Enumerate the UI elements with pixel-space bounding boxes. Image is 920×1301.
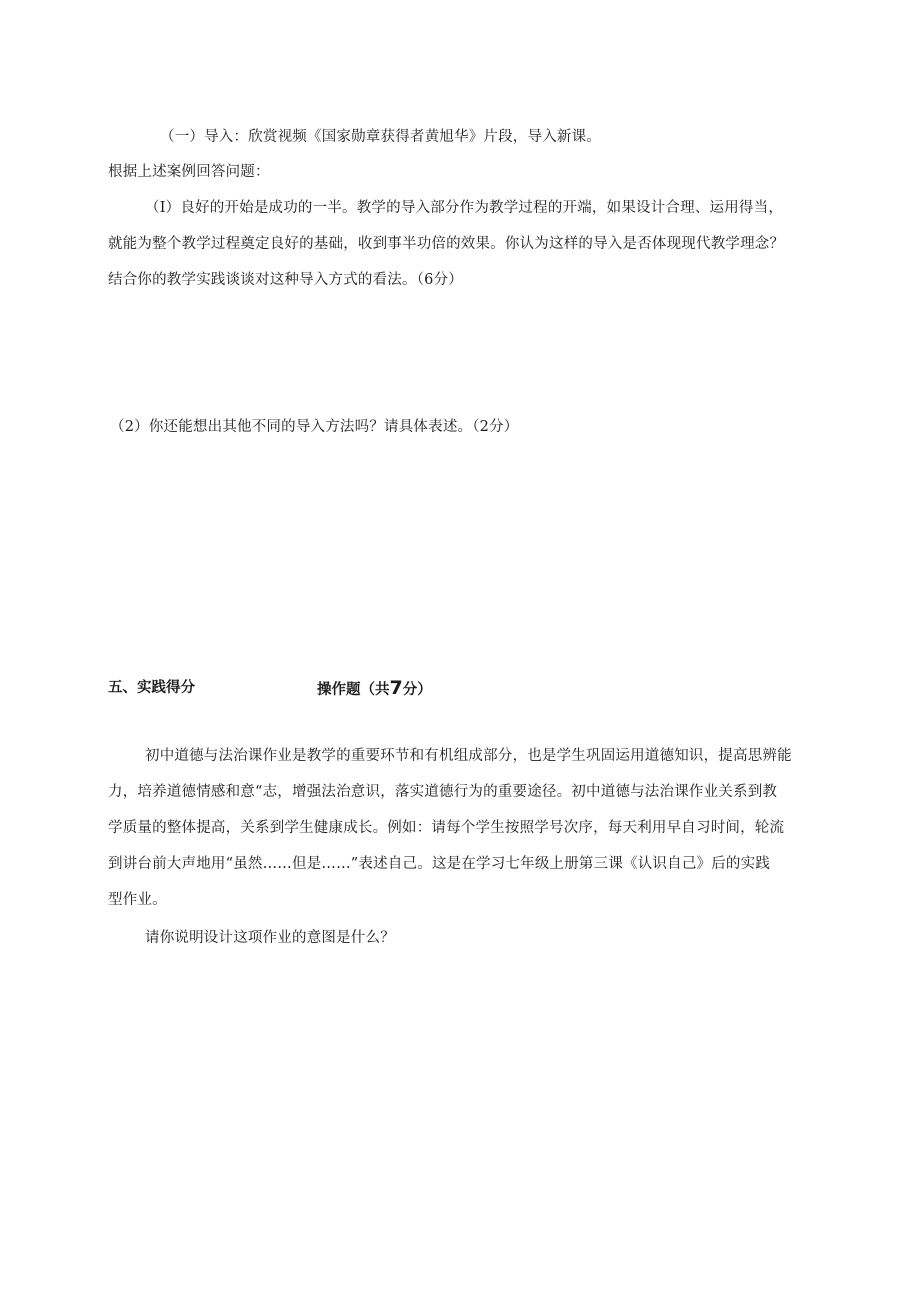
passage-line: 型作业。 bbox=[108, 892, 167, 908]
final-question: 请你说明设计这项作业的意图是什么？ bbox=[145, 930, 395, 946]
section-5-number: 五、实践得分 bbox=[108, 680, 195, 696]
question-1-line: （I）良好的开始是成功的一半。教学的导入部分作为教学过程的开端，如果设计合理、运用得当， bbox=[145, 200, 784, 216]
instruction-text: 根据上述案例回答问题： bbox=[108, 164, 270, 180]
question-2: （2）你还能想出其他不同的导入方法吗？请具体表述。（2分） bbox=[110, 419, 519, 435]
section-5-title bbox=[317, 677, 432, 701]
question-1-line: 结合你的教学实践谈谈对这种导入方式的看法。（6分） bbox=[108, 272, 463, 288]
question-1-line: 就能为整个教学过程奠定良好的基础，收到事半功倍的效果。你认为这样的导入是否体现现代教学理念？ bbox=[108, 236, 785, 252]
passage-line: 初中道德与法治课作业是教学的重要环节和有机组成部分，也是学生巩固运用道德知识，提高思辨能 bbox=[145, 748, 792, 764]
section-5-title-suffix: 分） bbox=[402, 682, 432, 698]
intro-item: （一）导入：欣赏视频《国家勋章获得者黄旭华》片段，导入新课。 bbox=[160, 129, 601, 145]
section-5-title-prefix: 操作题（共 bbox=[317, 682, 390, 698]
section-5-points: 7 bbox=[389, 677, 403, 699]
passage-line: 到讲台前大声地用“虽然……但是……”表述自己。这是在学习七年级上册第三课《认识自己》后的实践 bbox=[108, 856, 771, 872]
passage-line: 力，培养道德情感和意“志，增强法治意识，落实道德行为的重要途径。初中道德与法治课作业关系到教 bbox=[108, 784, 778, 800]
passage-line: 学质量的整体提高，关系到学生健康成长。例如：请每个学生按照学号次序，每天利用早自习时间，轮流 bbox=[108, 820, 785, 836]
